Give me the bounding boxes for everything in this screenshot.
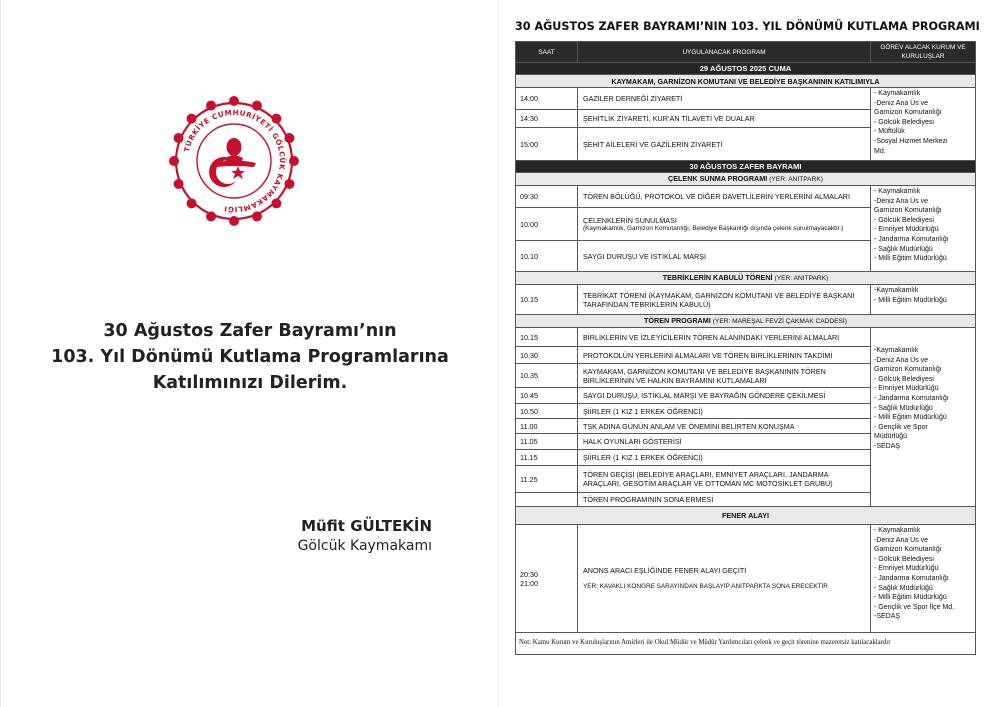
agency-line: Garnizon Komutanlığı	[874, 546, 942, 554]
agency-line: - Kaymakamlık	[874, 527, 921, 534]
activity-cell: TSK ADINA GÜNÜN ANLAM VE ÖNEMİNİ BELİRTEN KONUŞMA	[578, 419, 871, 434]
agency-line: -SEDAŞ	[874, 613, 901, 621]
activity-location: YER: KAVAKLI KONGRE SARAYINDAN BAŞLAYIP ANITPARKTA SONA ERECEKTİR	[583, 583, 828, 590]
agency-line: -SEDAŞ	[874, 442, 901, 450]
signer-title: Gölcük Kaymakamı	[297, 538, 432, 554]
activity-cell: ŞEHİT AİLELERİ VE GAZİLERİN ZİYARETİ	[578, 128, 871, 161]
agency-line: -Sosyal Hizmet Merkezi	[874, 137, 948, 145]
agency-line: - Milli Eğitim Müdürlüğü	[874, 255, 947, 263]
time-cell: 14:30	[516, 110, 578, 128]
seal-petal-ornament	[229, 96, 239, 106]
time-cell: 10.15	[516, 285, 578, 315]
time-cell: 10.30	[516, 347, 578, 364]
agency-line: -Deniz Ana Üs ve	[874, 99, 929, 107]
header-time: SAAT	[516, 42, 578, 63]
header-activity: UYGULANACAK PROGRAM	[578, 42, 871, 63]
agency-line: - Gölcük Belediyesi	[874, 555, 934, 563]
activity-cell: BİRLİKLERİN VE İZLEYİCİLERİN TÖREN ALANINDAKİ YERLERİNİ ALMALARI	[578, 328, 871, 347]
time-cell: 10.45	[516, 388, 578, 404]
seal-text: TÜRKİYE CUMHURİYETİ GÖLCÜK KAYMAKAMLIĞI	[181, 107, 288, 215]
day2-title: 30 AĞUSTOS ZAFER BAYRAMI	[516, 161, 976, 173]
invitation-line: 103. Yıl Dönümü Kutlama Programlarına	[51, 347, 449, 367]
time-start: 20:30	[520, 569, 538, 579]
signer-name: Müfit GÜLTEKİN	[301, 517, 432, 535]
activity-cell: ŞİİRLER (1 KIZ 1 ERKEK ÖĞRENCİ)	[578, 450, 871, 466]
wreath-section-title	[516, 173, 976, 186]
page-spine	[497, 0, 499, 707]
agency-line: - Emniyet Müdürlüğü	[874, 385, 939, 393]
agency-line: - Müftülük	[874, 128, 905, 136]
time-cell	[516, 525, 578, 633]
time-cell: 10.35	[516, 364, 578, 388]
footnote: Not: Kamu Kurum ve Kuruluşlarının Amirleri ile Okul Müdür ve Müdür Yardımcıları çelenk ve geçit törenine mazeretsiz katılacaklardır	[516, 633, 976, 655]
greeting-section-title	[516, 272, 976, 285]
time-cell: 11.00	[516, 419, 578, 434]
section-place: (YER: MAREŞAL FEVZİ ÇAKMAK CADDESİ)	[712, 318, 847, 325]
time-cell: 10.50	[516, 404, 578, 419]
time-cell: 10.10	[516, 241, 578, 272]
agency-line: -Deniz Ana Üs ve	[874, 356, 929, 364]
activity-cell: PROTOKOLÜN YERLERİNİ ALMALARI VE TÖREN BİRLİKLERİNİN TAKDİMİ	[578, 347, 871, 364]
day1-date: 29 AĞUSTOS 2025 CUMA	[516, 63, 976, 75]
section-name: ÇELENK SUNMA PROGRAMI	[668, 174, 768, 183]
agencies-cell	[871, 186, 976, 272]
seal-petal-ornament	[229, 216, 239, 226]
agency-line: Müdürlüğü	[874, 433, 908, 441]
agencies-cell	[871, 328, 976, 507]
agency-line: - Jandarma Komutanlığı	[874, 574, 949, 582]
agency-line: - Kaymakamlık	[874, 188, 921, 195]
agency-line: - Gölcük Belediyesi	[874, 216, 934, 224]
invitation-line: Katılımınızı Dilerim.	[152, 373, 348, 393]
signature-block	[262, 516, 432, 556]
agency-line: -Deniz Ana Üs ve	[874, 197, 929, 205]
activity-cell: SAYGI DURUŞU VE İSTİKLAL MARŞI	[578, 241, 871, 272]
agency-line: - Milli Eğitim Müdürlüğü	[874, 414, 947, 422]
activity-text: ÇELENKLERİN SUNULMASI	[583, 215, 677, 225]
agency-line: - Gölcük Belediyesi	[874, 118, 934, 126]
agency-line: -Kaymakamlık	[874, 347, 919, 354]
activity-cell: KAYMAKAM, GARNİZON KOMUTANI VE BELEDİYE BAŞKANININ TÖREN BİRLİKLERİNİN VE HALKIN BAYRAMINI KUTLAMALARI	[578, 364, 871, 388]
agency-line: -Kaymakamlık	[874, 287, 919, 294]
agency-line: - Milli Eğitim Müdürlüğü	[874, 594, 947, 602]
ceremony-section-title	[516, 315, 976, 328]
agency-line: Garnizon Komutanlığı	[874, 109, 942, 117]
agency-line: - Sağlık Müdürlüğü	[874, 404, 933, 412]
seal-petal-ornament	[289, 156, 299, 166]
activity-cell: SAYGI DURUŞU, İSTİKLAL MARŞI VE BAYRAĞIN GÖNDERE ÇEKİLMESİ	[578, 388, 871, 404]
activity-note: (Kaymakamlık, Garnizon Komutanlığı, Belediye Başkanlığı dışında çelenk sunulmayacaktır.)	[583, 224, 844, 232]
activity-cell: TÖREN GEÇİŞİ (BELEDİYE ARAÇLARI, EMNİYET ARAÇLARI, JANDARMA ARAÇLARI, GESOTİM ARAÇLAR VE OTTOMAN MC MOTOSİKLET GRUBU)	[578, 466, 871, 493]
time-end: 21:00	[520, 578, 538, 588]
day1-subtitle: KAYMAKAM, GARNİZON KOMUTANI VE BELEDİYE BAŞKANININ KATILIMIYLA	[516, 75, 976, 88]
agency-line: - Gençlik ve Spor İlçe Md.	[874, 603, 955, 611]
agency-line: Garnizon Komutanlığı	[874, 366, 942, 374]
time-cell: 11.05	[516, 434, 578, 450]
agency-line: - Jandarma Komutanlığı	[874, 235, 949, 243]
agency-line: - Gölcük Belediyesi	[874, 375, 934, 383]
time-cell: 11.25	[516, 466, 578, 493]
seal-petal-ornament	[169, 156, 179, 166]
activity-cell: TÖREN BÖLÜĞÜ, PROTOKOL VE DİĞER DAVETLİLERİN YERLERİNİ ALMALARI	[578, 186, 871, 208]
activity-cell: TEBRİKAT TÖRENİ (KAYMAKAM, GARNİZON KOMUTANI VE BELEDİYE BAŞKANI TARAFINDAN TEBRİKLERİN KABULÜ)	[578, 285, 871, 315]
section-name: TÖREN PROGRAMI	[644, 316, 711, 325]
agencies-cell	[871, 285, 976, 315]
agency-line: - Gençlik ve Spor	[874, 423, 928, 431]
activity-text: ANONS ARACI EŞLİĞİNDE FENER ALAYI GEÇİTİ	[583, 566, 747, 575]
agency-line: - Sağlık Müdürlüğü	[874, 584, 933, 592]
activity-cell: GAZİLER DERNEĞİ ZİYARETİ	[578, 88, 871, 110]
section-place: (YER: ANITPARK)	[769, 176, 823, 183]
time-cell: 10.00	[516, 208, 578, 241]
agency-line: - Milli Eğitim Müdürlüğü	[874, 296, 947, 304]
agencies-cell	[871, 525, 976, 633]
time-cell: 09:30	[516, 186, 578, 208]
activity-cell: HALK OYUNLARI GÖSTERİSİ	[578, 434, 871, 450]
activity-cell: ŞİİRLER (1 KIZ 1 ERKEK ÖĞRENCİ)	[578, 404, 871, 419]
agency-line: -Deniz Ana Üs ve	[874, 536, 929, 544]
time-cell	[516, 493, 578, 507]
torch-section-title: FENER ALAYI	[516, 507, 976, 525]
activity-cell	[578, 525, 871, 633]
time-cell: 14:00	[516, 88, 578, 110]
section-name: TEBRİKLERİN KABULÜ TÖRENİ	[662, 273, 773, 282]
program-table	[515, 41, 976, 655]
agencies-cell	[871, 88, 976, 161]
agency-line: - Emniyet Müdürlüğü	[874, 565, 939, 573]
activity-cell: TÖREN PROGRAMININ SONA ERMESİ	[578, 493, 871, 507]
program-title: 30 AĞUSTOS ZAFER BAYRAMI’NIN 103. YIL DÖNÜMÜ KUTLAMA PROGRAMI	[515, 20, 980, 33]
header-agencies: GÖREV ALACAK KURUM VE KURULUŞLAR	[871, 42, 976, 63]
governorship-seal-logo	[168, 95, 300, 227]
agency-line: - Jandarma Komutanlığı	[874, 394, 949, 402]
agency-line: - Kaymakamlık	[874, 90, 921, 97]
time-cell: 11.15	[516, 450, 578, 466]
activity-cell: ŞEHİTLİK ZİYARETİ, KUR’AN TİLAVETİ VE DUALAR	[578, 110, 871, 128]
agency-line: Garnizon Komutanlığı	[874, 207, 942, 215]
invitation-text	[40, 318, 460, 396]
invitation-line: 30 Ağustos Zafer Bayramı’nın	[103, 321, 397, 341]
agency-line: - Emniyet Müdürlüğü	[874, 226, 939, 234]
agency-line: Md.	[874, 147, 886, 155]
section-place: (YER: ANITPARK)	[774, 275, 829, 282]
activity-cell	[578, 208, 871, 241]
time-cell: 15:00	[516, 128, 578, 161]
time-cell: 10.15	[516, 328, 578, 347]
agency-line: - Sağlık Müdürlüğü	[874, 245, 933, 253]
